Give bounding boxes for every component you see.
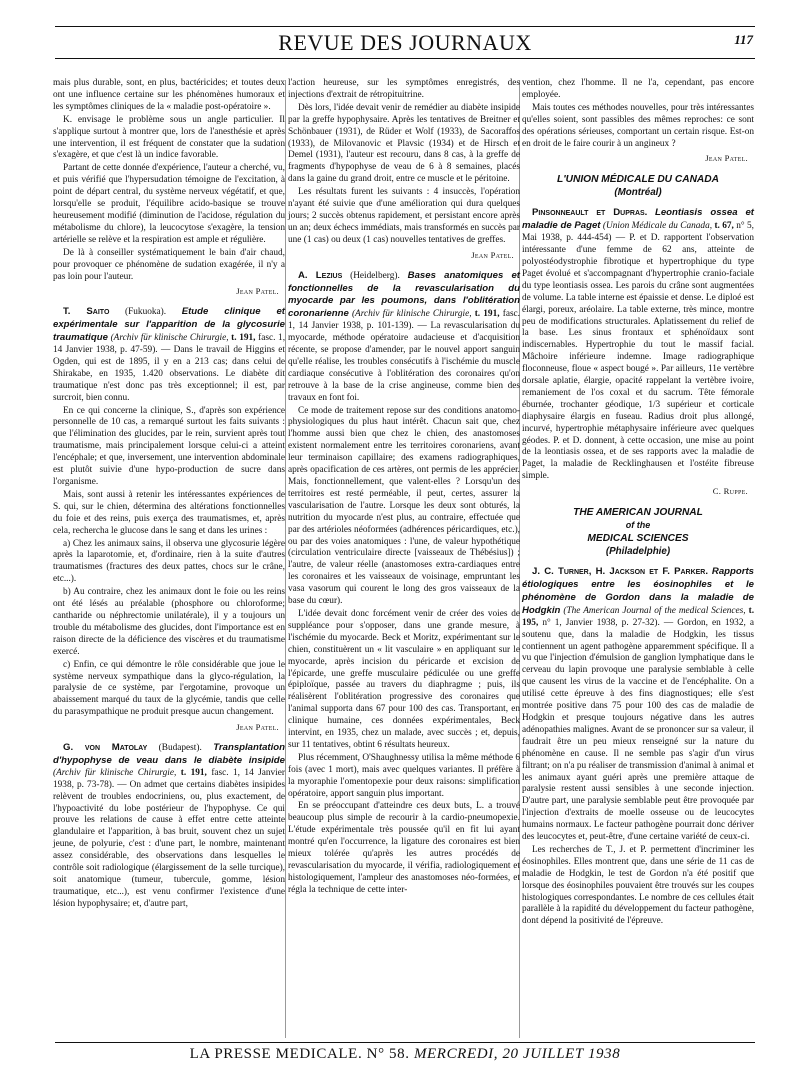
footer-number: N° 58. [366,1046,410,1062]
paragraph: De là à conseiller systématiquement le bain d'air chaud, pour provoquer ce phénomène de sudation exagérée, il n'y a pas loin pour l'auteur. [53,247,285,282]
article-body: Gordon, en 1932, a soutenu que, dans la maladie de Hodgkin, les tissus contiennent un agent pathogène apparemment spécifique. Il a vu que l'injection d'émulsion de ganglion lymphatique dans le cerveau du lapin provoque une paralysie semblable à celle que causent les virus de la vaccine et de l'encéphalite. On a utilisé cette épreuve à des fins diagnostiques; elle s'est montrée positive dans 75 pour 100 des cas de maladie de Hodgkin et presque toujours négative dans les autres adénopathies malignes. Avant de se prononcer sur sa valeur, il faudrait être un peu mieux renseigné sur la nature du phénomène en cause. Il ne semble pas s'agir d'un virus filtrant; on n'a pu réaliser de transmission d'animal à animal et les animaux ayant guéri après une première attaque de paralysie restent aussi sensibles à une seconde injection. D'autre part, une paralysie semblable peut être provoquée par l'injection d'extraits de moelle osseuse ou de leucocytes humains normaux. Le facteur pathogène pourrait donc dériver des leucocytes et, peut-être, d'une certaine variété de ceux-ci. [522,617,754,843]
article-body: Dans le travail de Higgins et Ogden, qui est de 1895, il y en a 213 cas; dans celui de Shirakabe, en 1935, 1.420 observations. Le diabète dit traumatique n'est donc pas très exceptionnel; il est, par surcroit, bien connu. [53,345,286,403]
article-body: On admet que certains diabètes insipides relèvent de troubles endocriniens, ou, plus exactement, de l'hypoactivité du lobe postérieur de l'hypophyse. Ce qui prouve les relations de cause à effet entre cette atteinte glandulaire et l'apparition, à bas bruit, souvent chez un sujet jeune, de polyurie, c'est : d'une part, le nombre, maintenant assez considérable, des observations dans lesquelles le contrôle soit radiologique (élargissement de la selle turcique), soit anatomique (tumeur, tubercule, gomme, lésion traumatique, etc...), est venu confirmer l'existence d'une lésion hypophysaire; et, d'autre part, [53,779,286,909]
journal-heading-of: of the [625,520,651,531]
paragraph: En se préoccupant d'atteindre ces deux buts, L. a trouvé beaucoup plus simple de recourir à la cardio-pneumopexie. L'étude expérimentale très poussée qu'il en fit lui ayant montré qu'en l'occurrence, la ligature des coronaires est bien mieux tolérée qu'après les autres procédés de revascularisation du myocarde, il vérifia, radiologiquement et histologiquement, l'ampleur des anastomoses néo-formées, et régla la technique de cette inter- [288,801,520,895]
header-rule-bottom [55,58,755,59]
article-volume: t. 191, [231,333,256,344]
journal-city: (Philadelphie) [605,546,671,558]
article-pinsonneault [522,207,754,498]
article-heading [522,566,754,844]
article-heading [522,207,754,483]
article-reference: fasc. 1, 14 Janvier 1938, p. 47-59). — [53,333,286,356]
article-title: Leontiasis ossea et maladie de Paget [522,207,755,232]
paragraph: En ce qui concerne la clinique, S., d'après son expérience personnelle de 10 cas, a remarqué surtout les faits suivants : que l'élimination des glucides, par le rein, survient après tout traumatisme, mais principalement lorsque celui-ci a atteint l'encéphale; et que, inversement, une intervention abdominale est plutôt suivie d'une hypo-production de sucre dans l'organisme. [53,405,285,487]
paragraph: Les recherches de T., J. et P. permettent d'incriminer les éosinophiles. Elles montrent que, dans une série de 11 cas de maladie de Hodgkin, le test de Gordon n'a été positif que lorsque des éosinophiles pouvaient être trouvés sur les coupes histologiques correspondantes. Le nombre de ces cellules était parallèle à la rapidité du développement du facteur pathogène, dont dépend la positivité de l'épreuve. [522,844,754,927]
column-1 [53,78,285,912]
signature: Jean Patel. [471,249,514,260]
paragraph: Plus récemment, O'Shaughnessy utilisa la même méthode 6 fois (avec 1 mort), mais avec quelques variantes. Il préfère à la myoraphie l'omentopexie pour deux raisons: simplification opératoire, apport sanguin plus important. [288,752,520,799]
signature: Jean Patel. [705,153,748,164]
footer-date: 20 JUILLET 1938 [502,1046,621,1062]
article-source: (Union Médicale du Canada, [602,221,713,232]
article-volume: t. 195, [522,605,755,628]
column-2 [288,78,520,898]
article-body: La revascularisation du myocarde, méthode opératoire audacieuse et d'acquisition récente, se propose d'amender, par le nouvel apport sanguin qu'elle réalise, les troubles consécutifs à l'ischémie du muscle cardiaque consécutive à l'oblitération des coronaires qu'on retrouve à la base de la crise angineuse, comme bien des travaux en font foi. [288,321,520,403]
article-heading [53,306,285,404]
article-author: G. von Matolay [63,742,148,754]
running-title: REVUE DES JOURNAUX [278,30,532,55]
paragraph: Dès lors, l'idée devait venir de remédier au diabète insipide par la greffe hypophysaire. Après les tentatives de Breitner et Schönbauer (1931), de Rüder et Wolf (1933), de Sacoraffos (1933), de Milovanovic et Plavsic (1934) et de Hirsch et Demel (1931), l'auteur est recouru, dans 8 cas, à la greffe de fragments d'hypophyse de veau de 6 à 8 semaines, placés dans la gaine du grand droit, entre ce muscle et le péritoine. [288,102,520,185]
article-lezius [288,270,520,897]
article-author: Pinsonneault et Dupras. [532,207,648,219]
journal-city: (Montréal) [614,187,662,199]
paragraph: Ce mode de traitement repose sur des conditions anatomo-physiologiques du plus haut intérêt. Chacun sait que, chez l'homme aussi bien que chez le chien, des anastomoses existent normalement entre les territoires coronariens, avant leur terminaison capillaire; des examens radiographiques, après opacification de ces artères, ont permis de les apprécier. Mais, fonctionnellement, que valent-elles ? Lorsqu'un des territoires est resté perméable, il peut, certes, assurer la vascularisation de l'autre. Lorsque les deux sont obturés, la nutrition du myocarde n'est plus, au contraire, effectuée que par des artérioles néoformées (adhérences péricardiques, etc.), ou par des voies anatomiques : l'une, de valeur hypothétique (circulation ventriculaire directe [vaisseaux de Thébésius]) ; l'autre, de valeur réelle (anastomoses extra-cardiaques entre les coronaires et les vaisseaux de voisinage, empruntant les vasa vasorum qui courent le long des gros vaisseaux de la base du cœur). [288,405,520,607]
paragraph: vention, chez l'homme. Il ne l'a, cependant, pas encore employée. [522,78,754,100]
article-volume: t. 191, [180,767,207,778]
paragraph: mais plus durable, sont, en plus, bactéricides; et toutes deux ont une influence certaine sur les phénomènes humoraux et les symptômes cliniques de la « maladie post-opératoire ». [53,78,285,112]
article-title: Rapports étiologiques entre les éosinophiles et le phénomène de Gordon dans la maladie de Hodgkin [522,566,754,616]
paragraph: Les résultats furent les suivants : 4 insuccès, l'opération n'ayant été suivie que d'une amélioration qui dura quelques jours; 2 succès obtenus rapidement, et persistant encore après un an; deux échecs immédiats, mais transformés en succès par une (1 cas) ou deux (1 cas) nouvelles tentatives de greffes. [288,187,520,245]
article-saito [53,306,285,734]
article-author: J. C. Turner, H. Jackson et F. Parker. [532,566,709,578]
page-footer [55,1042,755,1070]
paragraph: b) Au contraire, chez les animaux dont le foie ou les reins ont été lésés au préalable (phosphore ou chloroforme; cantharide ou néphrectomie unilatérale), il y a toujours un trouble du métabolisme des glucides, dont l'importance est en raison directe de la déficience des viscères et du traumatisme exercé. [53,587,285,657]
column-divider-1 [285,80,286,1038]
article-title: Bases anatomiques et fonctionnelles de la revascularisation du myocarde par les poumons, dans l'oblitération coronarienne [288,269,521,320]
paragraph: L'idée devait donc forcément venir de créer des voies de suppléance pour s'opposer, dans une grande mesure, à l'ischémie du myocarde. Beck et Moritz, expérimentant sur le chien, constituèrent un « lit vasculaire » en appliquant sur le myocarde, après incision du péricarde et excision de l'épicarde, une greffe musculaire pédiculée ou une greffe épiploïque, passée au travers du diaphragme ; puis, ils réalisèrent l'oblitération progressive des coronaires que l'animal supporta dans 67 pour 100 des cas. Transportant, en clinique humaine, ces données expérimentales, Beck intervint, en 1935, chez un malade, avec succès ; et, depuis, sur 11 tentatives, obtint 6 résultats heureux. [288,608,520,750]
article-source: (The American Journal of the medical Sciences, [563,605,746,616]
article-title: Etude clinique et expérimentale sur l'apparition de la glycosurie traumatique [53,306,286,344]
paragraph: K. envisage le problème sous un angle particulier. Il s'applique surtout à montrer que, lors de l'anesthésie et après une intervention, il est fréquent de constater que la sudation s'exagère, et que c'est là un indice favorable. [53,114,285,161]
article-matolay [53,742,285,911]
article-reference: fasc. 1, 14 Janvier 1938, p. 101-139). — [288,309,521,332]
journal-heading-sciences: MEDICAL SCIENCES [587,533,689,545]
signature: Jean Patel. [236,722,279,733]
article-source: (Archiv für klinische Chirurgie, [110,333,229,344]
footer-day: MERCREDI, [413,1046,499,1062]
signature: Jean Patel. [236,286,279,297]
article-reference: n° 5, Mai 1938, p. 444-454) — [522,221,755,244]
article-heading [53,742,285,911]
journal-heading: L'UNION MÉDICALE DU CANADA [556,174,720,186]
article-volume: t. 67, [714,221,734,232]
article-source: (Archiv für klinische Chirurgie, [53,767,177,778]
article-reference: n° 1, Janvier 1938, p. 27-32). — [542,617,674,628]
footer-rule [55,1042,755,1043]
paragraph: Partant de cette donnée d'expérience, l'auteur a cherché, vu, et puis vérifié que l'hypersudation témoigne de l'excitation, à point de départ central, du système nerveux végétatif, et que, lorsqu'elle se produit, l'équilibre acido-basique se trouve heureusement modifié (diminution de l'acidose, régulation du métabolisme du chlore), la leucocytose s'exagère, la tension artérielle se relève et la respiration est ample et régulière. [53,163,285,245]
article-author: A. Lezius [298,269,343,281]
article-author: T. Saito [63,306,110,318]
journal-heading: THE AMERICAN JOURNAL [573,507,703,519]
footer-journal: LA PRESSE MEDICALE. [189,1046,363,1062]
column-3 [522,78,754,929]
article-city: (Heidelberg). [350,270,400,281]
page-header [55,26,755,60]
article-heading [288,270,520,405]
article-city: (Fukuoka). [125,307,167,318]
paragraph: l'action heureuse, sur les symptômes enregistrés, des injections d'extrait de rétropituitrine. [288,78,520,100]
header-rule-top [55,26,755,27]
page-number: 117 [734,32,753,47]
footer-text [55,1046,755,1063]
paragraph: c) Enfin, ce qui démontre le rôle considérable que joue le système nerveux sympathique dans la glyco-régulation, la paralysie de ce système, par l'ergotamine, provoque un abaissement marqué du taux de la glycémie, tandis que celle du parasympathique ne produit presque aucun changement. [53,659,285,718]
paragraph: Mais, sont aussi à retenir les intéressantes expériences de S. qui, sur le chien, détermina des altérations fonctionnelles du foie et des reins, puis exerça des traumatismes, et, après cela, rechercha le glucose dans le sang et dans les urines : [53,489,285,536]
article-source: (Archiv für klinische Chirurgie, [351,309,472,320]
article-title: Transplantation d'hypophyse de veau dans le diabète insipide [53,742,285,766]
paragraph: a) Chez les animaux sains, il observa une glycosurie légère après la laparotomie, et, d'ordinaire, rien à la suite d'autres traumatismes (fractures des deux pattes, chocs sur le crâne, etc...). [53,538,285,585]
article-body: P. et D. rapportent l'observation intéressante d'une femme de 62 ans, atteinte de polyostéodystrophie fibrotique et hypertrophique du type Paget évolué et s'accompagnant d'hypertrophie cranio-faciale du type leontiasis ossea. Les parois du crâne sont augmentées de volume. La table interne est épaissie et dense. Le diploé est élargi, poreux, aréolaire. La table externe, très mince, montre peu de modifications structurales. Aplatissement du relief de la base. Les sinus frontaux et sphénoïdaux sont indiscernables. Hypertrophie du tout le massif facial. Mâchoire inférieure indemne. Image radiographique floconneuse, floue « aspect bougé ». Par ailleurs, 11e vertèbre dorsale aplatie, élargie, opacité rappelant la vertèbre ivoire, remaniement de l'os coxal et du sacrum. Tête fémorale éburnée, trochanter géodique, 1/3 supérieur et corticale diaphysaire élargis en fuseau. Radius droit plus allongé, incurvé, hypertrophie métaphysaire inférieure avec quelques géodes. P. et D. donnent, à cette occasion, une mise au point de la leontiasis ossea, et de ses rapports avec la maladie de Paget, la maladie de Recklinghausen et l'ostéite fibreuse simple. [522,233,754,482]
article-city: (Budapest). [158,743,202,754]
signature: C. Ruppe. [712,486,748,497]
paragraph: Mais toutes ces méthodes nouvelles, pour très intéressantes qu'elles soient, sont passibles des mêmes reproches: ce sont des opérations sérieuses, comportant un certain risque. Est-on en droit de le faire courir à un angineux ? [522,102,754,149]
article-volume: t. 191, [474,309,500,320]
article-reference: fasc. 1, 14 Janvier 1938, p. 73-78). — [53,767,285,790]
article-turner [522,566,754,928]
